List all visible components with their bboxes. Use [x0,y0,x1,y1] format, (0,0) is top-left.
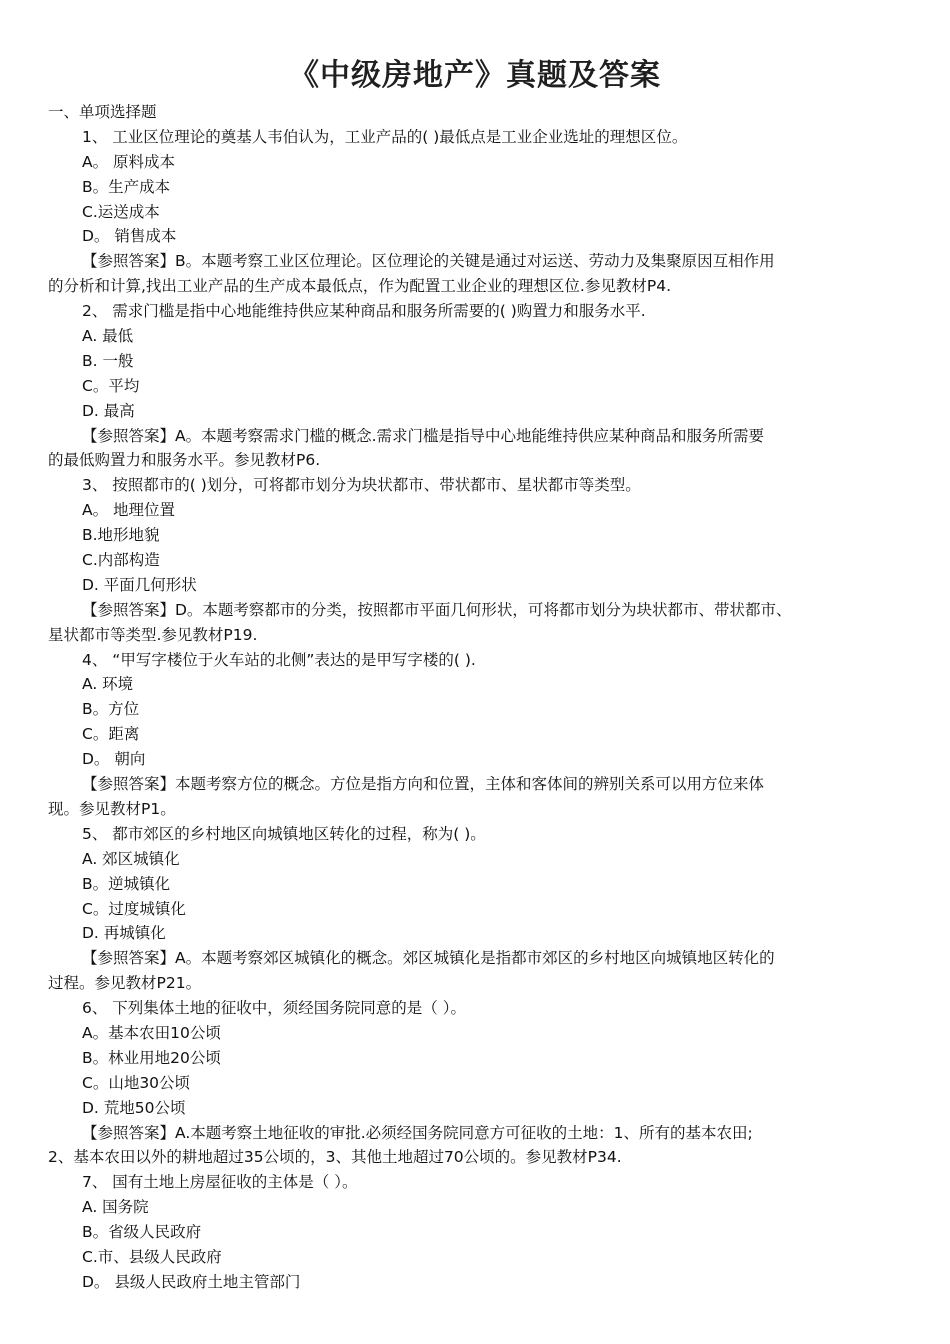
option-d: D。 销售成本 [82,227,177,246]
option-d: D. 平面几何形状 [82,575,197,594]
question-block-6 [48,996,908,1170]
option-a: A。 地理位置 [82,501,176,520]
option-d: D。 县级人民政府土地主管部门 [82,1272,301,1291]
question-text: 3、 按照都市的( )划分，可将都市划分为块状都市、带状都市、星状都市等类型。 [82,476,641,495]
option-b: B。方位 [82,700,140,719]
question-text: 5、 都市郊区的乡村地区向城镇地区转化的过程，称为( )。 [82,824,486,843]
option-a: A. 国务院 [82,1198,149,1217]
question-text: 2、 需求门槛是指中心地能维持供应某种商品和服务所需要的( )购置力和服务水平. [82,302,646,321]
question-block-5 [48,822,908,996]
option-b: B. 一般 [82,351,134,370]
option-d: D。 朝向 [82,750,146,769]
question-block-2 [48,299,908,473]
option-c: C。距离 [82,725,140,744]
document-body [48,100,908,1295]
option-c: C.市、县级人民政府 [82,1247,222,1266]
option-a: A. 最低 [82,327,134,346]
answer-text-continued: 的分析和计算,找出工业产品的生产成本最低点，作为配置工业企业的理想区位.参见教材P4. [48,277,671,296]
option-c: C。过度城镇化 [82,899,186,918]
answer-text-continued: 过程。参见教材P21。 [48,974,202,993]
answer-text-continued: 现。参见教材P1。 [48,799,176,818]
option-a: A。基本农田10公顷 [82,1023,221,1042]
question-block-4 [48,648,908,822]
answer-text: 【参照答案】A。本题考察需求门槛的概念.需求门槛是指导中心地能维持供应某种商品和服务所需要 [82,426,765,445]
option-d: D. 荒地50公顷 [82,1098,186,1117]
answer-text-continued: 2、基本农田以外的耕地超过35公顷的，3、其他土地超过70公顷的。参见教材P34. [48,1148,622,1167]
option-c: C。山地30公顷 [82,1073,191,1092]
option-c: C。平均 [82,376,140,395]
question-block-1 [48,125,908,299]
option-b: B。林业用地20公顷 [82,1048,221,1067]
option-c: C.运送成本 [82,202,160,221]
question-text: 1、 工业区位理论的奠基人韦伯认为，工业产品的( )最低点是工业企业选址的理想区位。 [82,127,688,146]
answer-text: 【参照答案】A.本题考察土地征收的审批.必须经国务院同意方可征收的土地：1、所有的基本农田; [82,1123,753,1142]
option-b: B.地形地貌 [82,526,160,545]
answer-text: 【参照答案】B。本题考察工业区位理论。区位理论的关键是通过对运送、劳动力及集聚原因互相作用 [82,252,775,271]
answer-text: 【参照答案】D。本题考察都市的分类，按照都市平面几何形状，可将都市划分为块状都市、带状都市、 [82,600,792,619]
section-heading: 一、单项选择题 [48,103,157,121]
question-text: 4、 “甲写字楼位于火车站的北侧”表达的是甲写字楼的( ). [82,650,476,669]
option-b: B。逆城镇化 [82,874,171,893]
option-a: A. 郊区城镇化 [82,849,180,868]
option-a: A。 原料成本 [82,152,176,171]
answer-text: 【参照答案】本题考察方位的概念。方位是指方向和位置，主体和客体间的辨别关系可以用方位来体 [82,775,765,794]
option-d: D. 最高 [82,401,135,420]
answer-text-continued: 星状都市等类型.参见教材P19. [48,625,258,644]
document-title: 《中级房地产》真题及答案 [289,58,661,93]
answer-text-continued: 的最低购置力和服务水平。参见教材P6. [48,451,321,470]
option-b: B。生产成本 [82,177,171,196]
option-a: A. 环境 [82,675,134,694]
answer-text: 【参照答案】A。本题考察郊区城镇化的概念。郊区城镇化是指都市郊区的乡村地区向城镇地区转化的 [82,949,775,968]
option-c: C.内部构造 [82,551,160,570]
question-text: 7、 国有土地上房屋征收的主体是（ ）。 [82,1173,358,1192]
question-block-7 [48,1170,908,1294]
question-text: 6、 下列集体土地的征收中，须经国务院同意的是（ ）。 [82,999,466,1018]
option-b: B。省级人民政府 [82,1223,202,1242]
option-d: D. 再城镇化 [82,924,166,943]
question-block-3 [48,473,908,647]
